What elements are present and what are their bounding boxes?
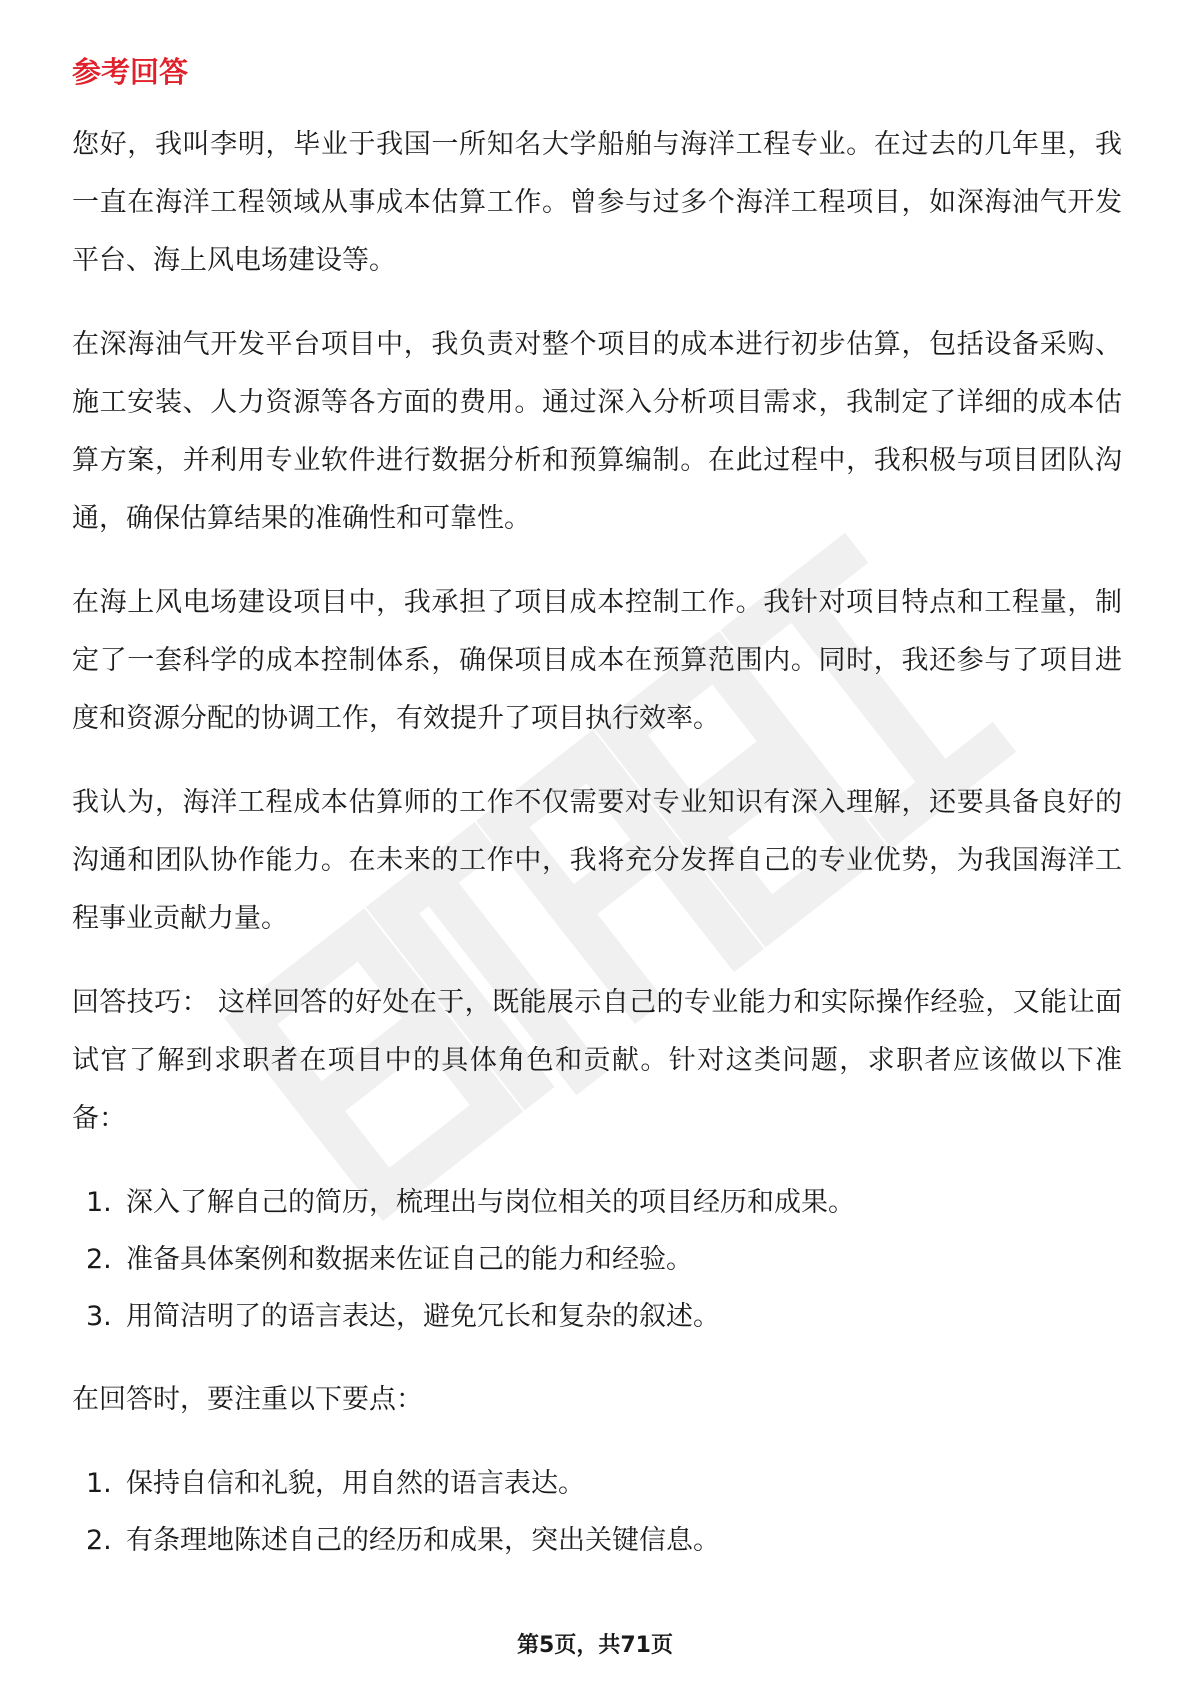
list-item	[72, 1512, 1122, 1569]
list-text: 深入了解自己的简历，梳理出与岗位相关的项目经历和成果。	[126, 1187, 855, 1218]
list-text: 保持自信和礼貌，用自然的语言表达。	[126, 1468, 585, 1499]
list-item	[72, 1288, 1122, 1345]
section-heading: 参考回答	[72, 55, 189, 89]
answer-paragraph: 我认为，海洋工程成本估算师的工作不仅需要对专业知识有深入理解，还要具备良好的沟通和团队协作能力。在未来的工作中，我将充分发挥自己的专业优势，为我国海洋工程事业贡献力量。	[72, 787, 1122, 934]
list-number: 1.	[86, 1187, 112, 1218]
list-item	[72, 1174, 1122, 1231]
page-number-footer: 第5页，共71页	[517, 1633, 673, 1658]
preparation-list	[72, 1174, 1122, 1345]
answer-paragraph: 您好，我叫李明，毕业于我国一所知名大学船舶与海洋工程专业。在过去的几年里，我一直在海洋工程领域从事成本估算工作。曾参与过多个海洋工程项目，如深海油气开发平台、海上风电场建设等。	[72, 129, 1122, 276]
answer-paragraph: 在海上风电场建设项目中，我承担了项目成本控制工作。我针对项目特点和工程量，制定了一套科学的成本控制体系，确保项目成本在预算范围内。同时，我还参与了项目进度和资源分配的协调工作，有效提升了项目执行效率。	[72, 587, 1122, 734]
key-points-list	[72, 1455, 1122, 1569]
list-item	[72, 1455, 1122, 1512]
list-number: 3.	[86, 1301, 112, 1332]
list-text: 有条理地陈述自己的经历和成果，突出关键信息。	[126, 1525, 720, 1556]
list-number: 1.	[86, 1468, 112, 1499]
document-body	[72, 50, 1122, 1595]
list-item	[72, 1231, 1122, 1288]
tips-paragraph: 回答技巧： 这样回答的好处在于，既能展示自己的专业能力和实际操作经验，又能让面试官了解到求职者在项目中的具体角色和贡献。针对这类问题，求职者应该做以下准备：	[72, 987, 1122, 1134]
list-text: 准备具体案例和数据来佐证自己的能力和经验。	[126, 1244, 693, 1275]
points-intro: 在回答时，要注重以下要点：	[72, 1384, 423, 1415]
answer-paragraph: 在深海油气开发平台项目中，我负责对整个项目的成本进行初步估算，包括设备采购、施工安装、人力资源等各方面的费用。通过深入分析项目需求，我制定了详细的成本估算方案，并利用专业软件进行数据分析和预算编制。在此过程中，我积极与项目团队沟通，确保估算结果的准确性和可靠性。	[72, 329, 1122, 534]
list-text: 用简洁明了的语言表达，避免冗长和复杂的叙述。	[126, 1301, 720, 1332]
list-number: 2.	[86, 1525, 112, 1556]
list-number: 2.	[86, 1244, 112, 1275]
